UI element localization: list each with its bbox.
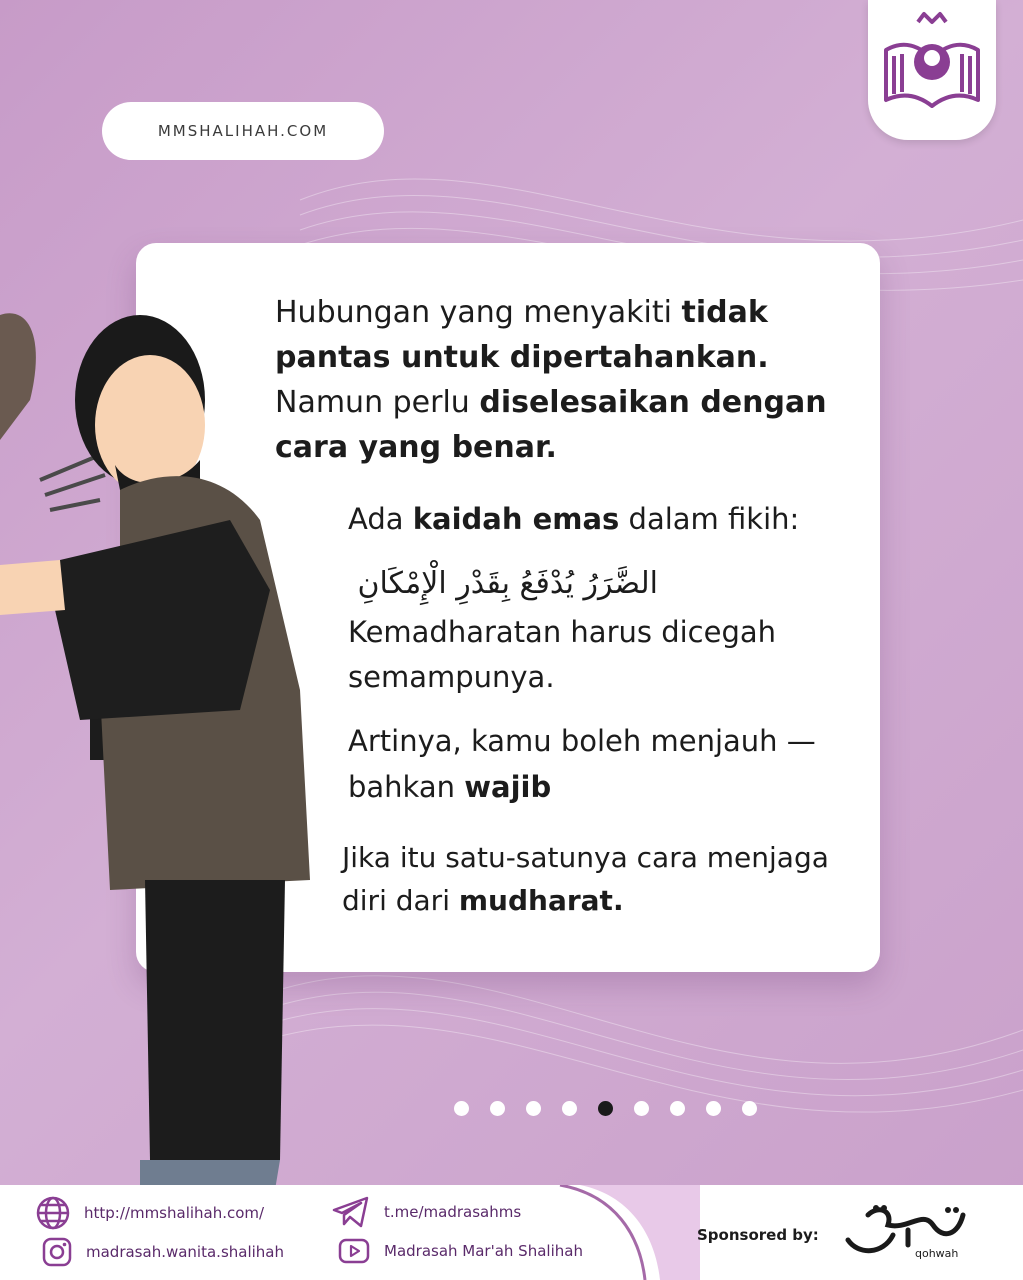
paragraph-intro: Hubungan yang menyakiti tidak pantas untuk dipertahankan. Namun perlu diselesaikan dengan cara yang benar. (275, 295, 827, 465)
man-illustration (0, 290, 320, 1190)
paragraph-kaidah: Ada kaidah emas dalam fikih: (348, 502, 800, 536)
arabic-maxim: الضَّرَرُ يُدْفَعُ بِقَدْرِ الْإِمْكَانِ (357, 566, 658, 601)
paragraph-meaning: Artinya, kamu boleh menjauh — bahkan wajib (348, 724, 816, 804)
telegram-icon (332, 1196, 370, 1228)
footer-website-link[interactable]: http://mmshalihah.com/ (36, 1196, 264, 1230)
carousel-pagination (454, 1101, 757, 1116)
pagination-dot[interactable] (454, 1101, 469, 1116)
paragraph-condition: Jika itu satu-satunya cara menjaga diri dari mudharat. (342, 841, 829, 917)
pagination-dot-active[interactable] (598, 1101, 613, 1116)
sponsor-name: qohwah (915, 1247, 959, 1260)
pagination-dot[interactable] (742, 1101, 757, 1116)
site-url-pill[interactable]: MMSHALIHAH.COM (102, 102, 384, 160)
paragraph-translation: Kemadharatan harus dicegah semampunya. (348, 615, 777, 694)
sponsored-label: Sponsored by: (697, 1226, 819, 1244)
book-crown-logo-icon (868, 0, 996, 140)
youtube-icon (338, 1238, 370, 1264)
pagination-dot[interactable] (526, 1101, 541, 1116)
pagination-dot[interactable] (706, 1101, 721, 1116)
footer-telegram-link[interactable]: t.me/madrasahms (332, 1196, 521, 1228)
instagram-icon (42, 1237, 72, 1267)
brand-logo-tab (868, 0, 996, 140)
pagination-dot[interactable] (490, 1101, 505, 1116)
pagination-dot[interactable] (670, 1101, 685, 1116)
pagination-dot[interactable] (562, 1101, 577, 1116)
pagination-dot[interactable] (634, 1101, 649, 1116)
globe-icon (36, 1196, 70, 1230)
footer-decorative-arc (520, 1185, 700, 1280)
footer-youtube-link[interactable]: Madrasah Mar'ah Shalihah (338, 1238, 583, 1264)
footer-instagram-link[interactable]: madrasah.wanita.shalihah (42, 1237, 284, 1267)
